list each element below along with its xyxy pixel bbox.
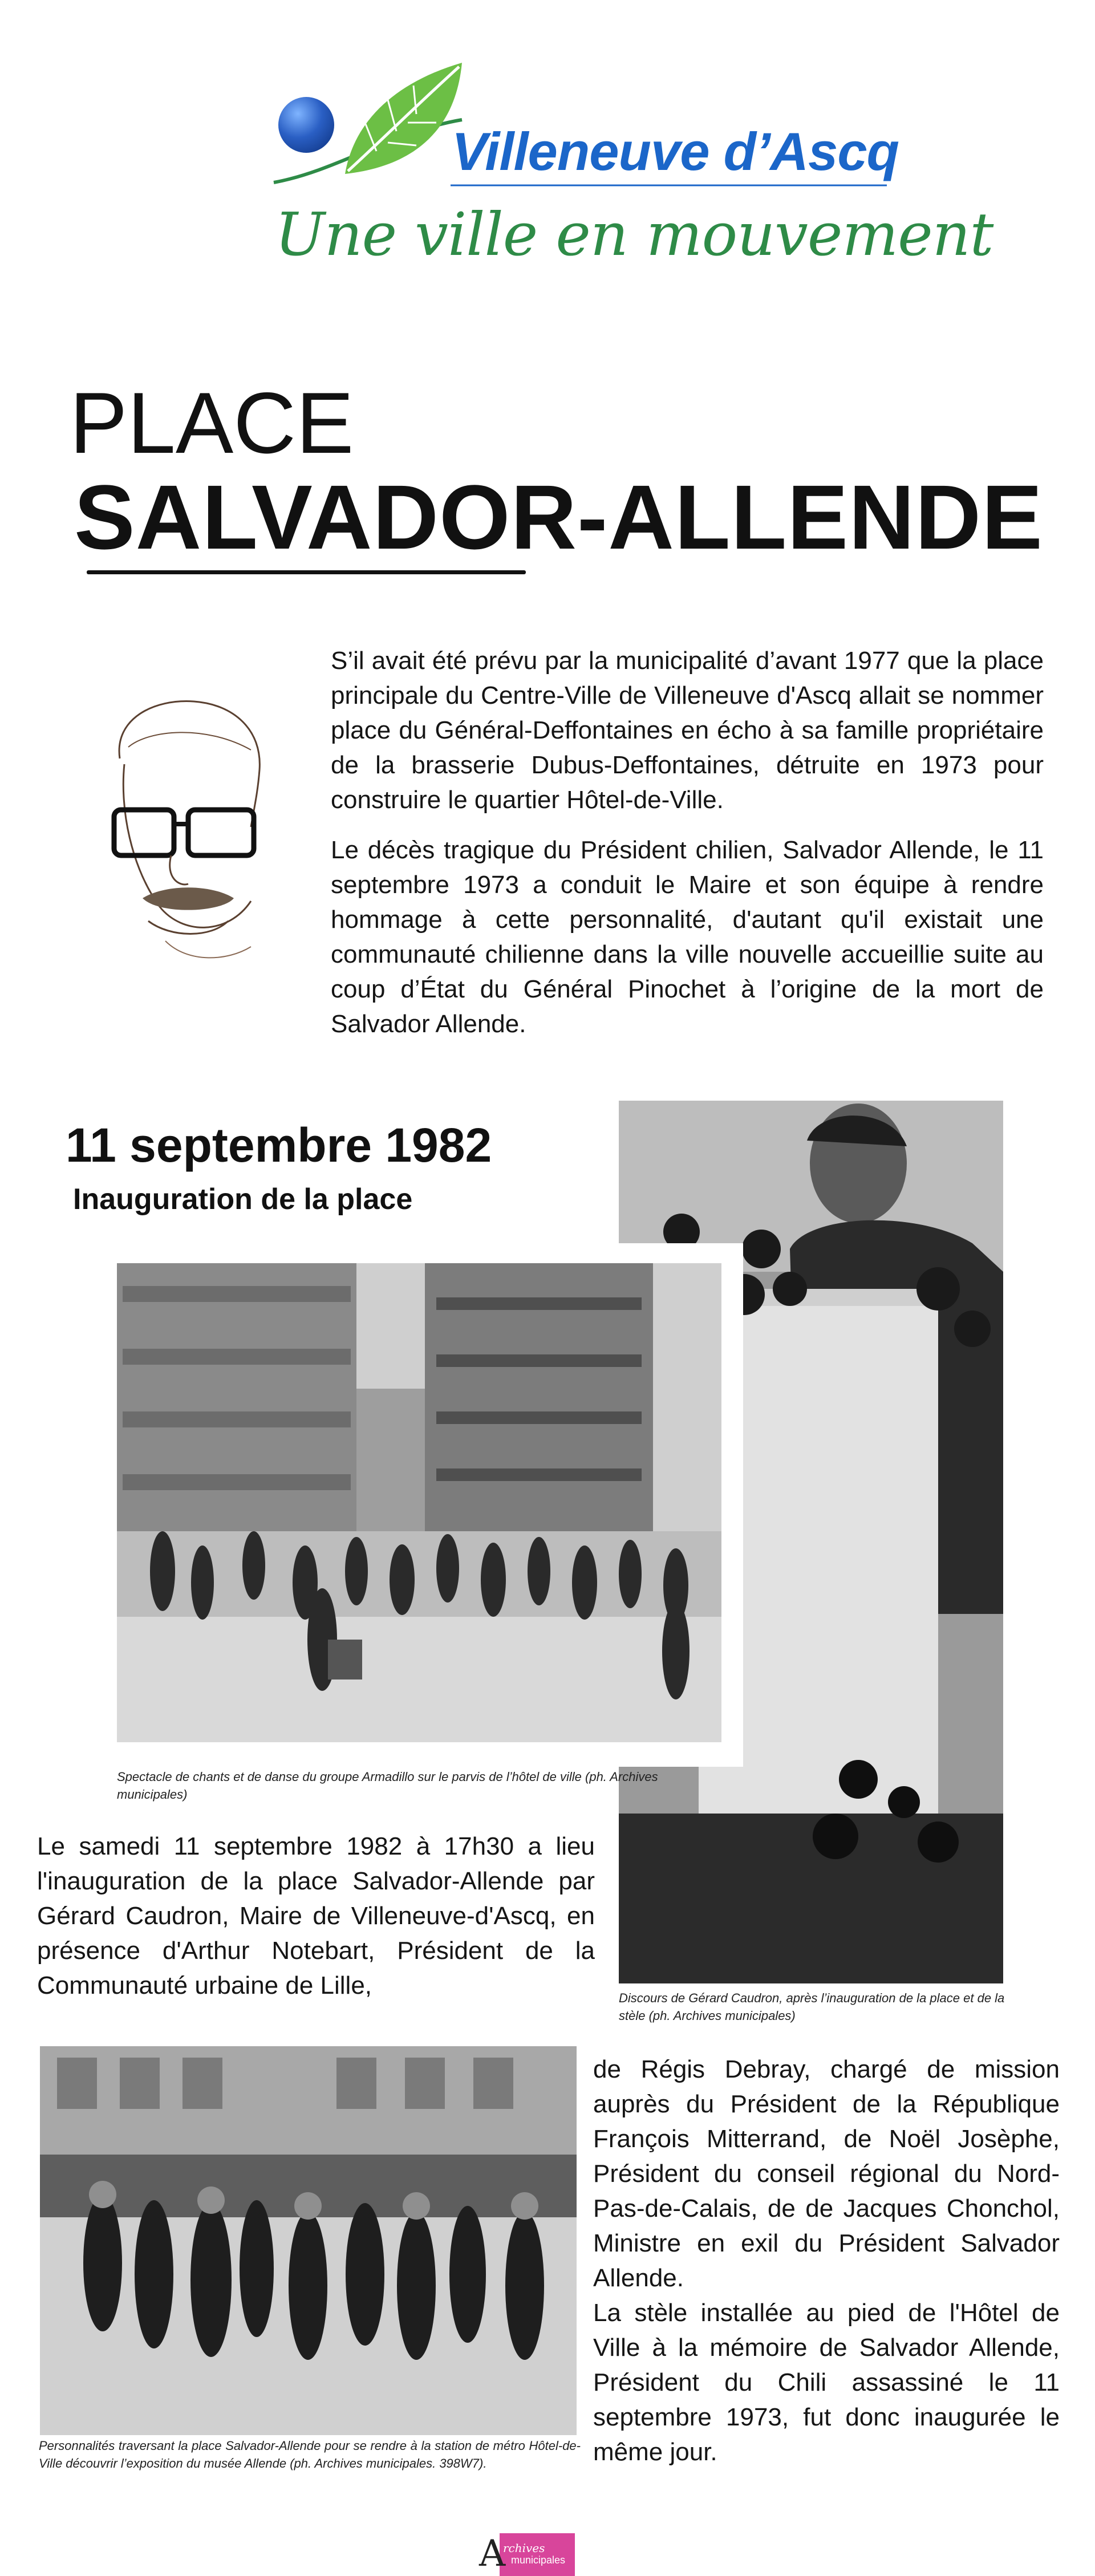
logo-tagline: Une ville en mouvement (275, 200, 993, 269)
archives-logo-subtext: municipales (511, 2554, 566, 2566)
title-underline (87, 570, 526, 574)
archives-municipales-logo (478, 2533, 575, 2576)
archives-logo-text: rchives (503, 2541, 545, 2555)
intro-paragraph-1: S’il avait été prévu par la municipalité d’avant 1977 que la place principale du Centre-Ville de Villeneuve d'Ascq allait se nommer place du Général-Deffontaines en écho à sa famille propriétaire de la brasserie Dubus-Deffontaines, détruite en 1973 pour construire le quartier Hôtel-de-Ville. (331, 647, 1044, 814)
section-subtitle: Inauguration de la place (73, 1183, 413, 1216)
page-title-line2: SALVADOR-ALLENDE (74, 466, 1043, 568)
caption-armadillo-photo: Spectacle de chants et de danse du groupe Armadillo sur le parvis de l’hôtel de ville (ph. Archives municipales) (117, 1770, 658, 1802)
body-paragraph-2-text: de Régis Debray, chargé de mission auprès du Président de la République François Mitterrand, de Noël Josèphe, Président du conseil régional du Nord-Pas-de-Calais, de de Jacques Chonchol, Ministre en exil du Président Salvador Allende. (593, 2055, 1060, 2292)
page-title-line1: PLACE (70, 375, 354, 472)
body-paragraph-1: Le samedi 11 septembre 1982 à 17h30 a lieu l'inauguration de la place Salvador-Allende par Gérard Caudron, Maire de Villeneuve-d'Ascq, en présence d'Arthur Notebart, Président de la Communauté urbaine de Lille, (37, 1832, 595, 1999)
intro-paragraph-2: Le décès tragique du Président chilien, Salvador Allende, le 11 septembre 1973 a conduit le Maire et son équipe à rendre hommage à cette personnalité, d'autant qu'il existait une communauté chilienne dans la ville nouvelle accueillie suite au coup d’État du Général Pinochet à l’origine de la mort de Salvador Allende. (331, 836, 1044, 1038)
photo-armadillo-show (117, 1263, 721, 1742)
logo-globe-icon (278, 97, 334, 153)
body-paragraph-2 (593, 2052, 1060, 2469)
photo-personalities-crossing (40, 2046, 577, 2435)
allende-portrait-sketch (80, 696, 282, 969)
body-paragraph-3-text: La stèle installée au pied de l'Hôtel de Ville à la mémoire de Salvador Allende, Président du Chili assassiné le 11 septembre 1973, fut donc inaugurée le même jour. (593, 2299, 1060, 2466)
caption-speech-photo: Discours de Gérard Caudron, après l’inauguration de la place et de la stèle (ph. Archives municipales) (619, 1991, 1005, 2023)
logo-leaf-icon (342, 60, 465, 180)
caption-crowd-photo: Personnalités traversant la place Salvador-Allende pour se rendre à la station de métro Hôtel-de-Ville découvrir l’exposition du musée Allende (ph. Archives municipales. 398W7). (39, 2439, 581, 2470)
archives-logo-a-glyph: A (479, 2533, 506, 2575)
logo-city-name: Villeneuve d’Ascq (452, 121, 899, 181)
section-date-heading: 11 septembre 1982 (66, 1118, 492, 1172)
